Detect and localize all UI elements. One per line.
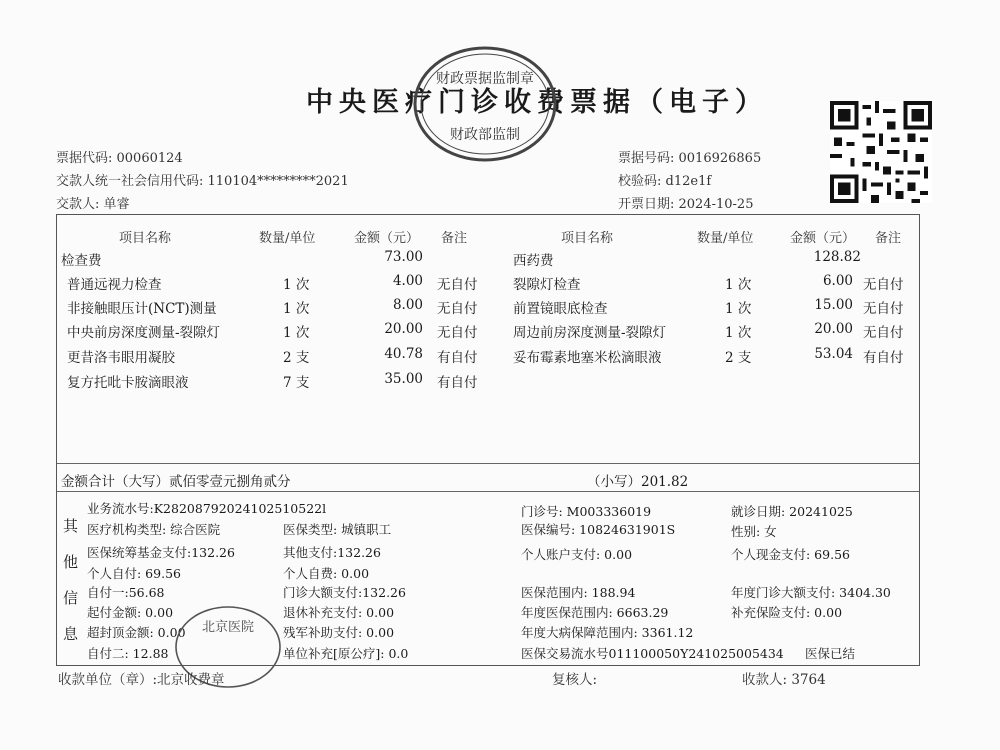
self-pay-2: 自付二: 12.88 bbox=[87, 646, 169, 661]
line-item-note: 无自付 bbox=[437, 277, 478, 293]
visit-date: 就诊日期: 20241025 bbox=[731, 504, 853, 519]
left-group-amount: 73.00 bbox=[384, 249, 423, 265]
line-item-note: 无自付 bbox=[437, 301, 478, 317]
line-item-note: 有自付 bbox=[437, 350, 478, 366]
line-item-note: 有自付 bbox=[863, 350, 904, 366]
payer-name: 交款人: 单睿 bbox=[56, 197, 130, 212]
annual-serious: 年度大病保障范围内: 3361.12 bbox=[521, 625, 694, 640]
divider-other-info bbox=[57, 491, 919, 492]
col-qty-left: 数量/单位 bbox=[259, 231, 316, 246]
finance-ministry-seal bbox=[410, 43, 560, 165]
line-item-note: 无自付 bbox=[863, 277, 904, 293]
col-amount-right: 金额（元） bbox=[790, 231, 856, 246]
col-item-right: 项目名称 bbox=[561, 231, 614, 246]
line-item-amount: 8.00 bbox=[392, 297, 423, 313]
bill-number: 票据号码: 0016926865 bbox=[618, 151, 762, 166]
col-note-right: 备注 bbox=[875, 231, 902, 246]
side-label-char: 信 bbox=[63, 589, 79, 607]
line-item-qty: 1 次 bbox=[283, 301, 310, 317]
right-group-name: 西药费 bbox=[513, 253, 554, 269]
payer-credit-code: 交款人统一社会信用代码: 110104*********2021 bbox=[56, 174, 349, 189]
col-qty-right: 数量/单位 bbox=[697, 231, 754, 246]
retire-supplement: 退休补充支付: 0.00 bbox=[283, 605, 395, 620]
business-serial: 业务流水号:K28208792024102510522l bbox=[87, 501, 327, 516]
line-item-amount: 53.04 bbox=[814, 346, 853, 362]
svg-text:北京医院: 北京医院 bbox=[201, 620, 255, 635]
col-note-left: 备注 bbox=[441, 231, 468, 246]
line-item-amount: 40.78 bbox=[384, 346, 423, 362]
line-item-qty: 1 次 bbox=[725, 301, 752, 317]
col-item-left: 项目名称 bbox=[119, 231, 172, 246]
disabled-aid: 残军补助支付: 0.00 bbox=[283, 625, 395, 640]
svg-text:财政部监制: 财政部监制 bbox=[450, 127, 520, 143]
annual-scope: 年度医保范围内: 6663.29 bbox=[521, 605, 669, 620]
line-item-name: 普通远视力检查 bbox=[67, 277, 162, 293]
trade-serial: 医保交易流水号011100050Y241025005434 bbox=[521, 646, 784, 661]
side-label-char: 其 bbox=[63, 517, 79, 535]
line-item-qty: 2 支 bbox=[283, 350, 310, 366]
check-code: 校验码: d12e1f bbox=[618, 174, 712, 189]
line-item-name: 非接触眼压计(NCT)测量 bbox=[67, 301, 217, 317]
line-item-qty: 1 次 bbox=[725, 325, 752, 341]
right-group-amount: 128.82 bbox=[813, 249, 861, 265]
line-item-amount: 20.00 bbox=[814, 321, 853, 337]
line-item-note: 无自付 bbox=[863, 325, 904, 341]
line-item-qty: 2 支 bbox=[725, 350, 752, 366]
insurance-type: 医保类型: 城镇职工 bbox=[283, 522, 392, 537]
supplement-insurance: 补充保险支付: 0.00 bbox=[731, 605, 843, 620]
line-item-qty: 1 次 bbox=[283, 277, 310, 293]
total-upper: 金额合计（大写）贰佰零壹元捌角贰分 bbox=[61, 474, 291, 490]
bill-code: 票据代码: 00060124 bbox=[56, 151, 183, 166]
line-item-name: 周边前房深度测量-裂隙灯 bbox=[513, 325, 667, 341]
line-item-amount: 6.00 bbox=[822, 273, 853, 289]
line-item-name: 中央前房深度测量-裂隙灯 bbox=[67, 325, 221, 341]
insurance-number: 医保编号: 10824631901S bbox=[521, 522, 676, 537]
in-scope: 医保范围内: 188.94 bbox=[521, 585, 636, 600]
settled-status: 医保已结 bbox=[805, 646, 856, 661]
line-item-amount: 35.00 bbox=[384, 371, 423, 387]
start-amount: 起付金额: 0.00 bbox=[87, 605, 174, 620]
line-item-name: 复方托吡卡胺滴眼液 bbox=[67, 375, 189, 391]
line-item-qty: 1 次 bbox=[283, 325, 310, 341]
line-item-amount: 15.00 bbox=[814, 297, 853, 313]
gender: 性别: 女 bbox=[731, 524, 777, 539]
self-fee: 个人自费: 0.00 bbox=[283, 566, 370, 581]
line-item-qty: 1 次 bbox=[725, 277, 752, 293]
line-item-name: 裂隙灯检查 bbox=[513, 277, 581, 293]
col-amount-left: 金额（元） bbox=[354, 231, 420, 246]
line-item-name: 更昔洛韦眼用凝胶 bbox=[67, 350, 175, 366]
collector: 收款人: 3764 bbox=[742, 672, 826, 688]
document-title: 中央医疗门诊收费票据（电子） bbox=[306, 87, 768, 118]
side-label-char: 息 bbox=[63, 625, 79, 643]
divider-total bbox=[57, 463, 919, 464]
left-group-name: 检查费 bbox=[61, 253, 102, 269]
unit-supplement: 单位补充[原公疗]: 0.0 bbox=[283, 646, 409, 661]
self-pay: 个人自付: 69.56 bbox=[87, 566, 181, 581]
line-item-note: 有自付 bbox=[437, 375, 478, 391]
payee-unit: 收款单位（章）:北京收费章 bbox=[58, 672, 225, 688]
line-item-amount: 4.00 bbox=[392, 273, 423, 289]
line-item-name: 妥布霉素地塞米松滴眼液 bbox=[513, 350, 662, 366]
qr-code bbox=[830, 101, 932, 203]
reviewer: 复核人: bbox=[552, 672, 598, 688]
issue-date: 开票日期: 2024-10-25 bbox=[618, 197, 754, 212]
large-pay: 门诊大额支付:132.26 bbox=[283, 585, 406, 600]
line-item-note: 无自付 bbox=[863, 301, 904, 317]
clinic-number: 门诊号: M003336019 bbox=[521, 504, 652, 519]
receipt-table bbox=[56, 214, 920, 666]
line-item-qty: 7 支 bbox=[283, 375, 310, 391]
self-pay-1: 自付一:56.68 bbox=[87, 585, 165, 600]
line-item-note: 无自付 bbox=[437, 325, 478, 341]
line-item-amount: 20.00 bbox=[384, 321, 423, 337]
other-pay: 其他支付:132.26 bbox=[283, 545, 381, 560]
over-cap: 超封顶金额: 0.00 bbox=[87, 625, 186, 640]
side-label-char: 他 bbox=[63, 553, 79, 571]
annual-large-pay: 年度门诊大额支付: 3404.30 bbox=[731, 585, 891, 600]
line-item-name: 前置镜眼底检查 bbox=[513, 301, 608, 317]
org-type: 医疗机构类型: 综合医院 bbox=[87, 522, 221, 537]
personal-account-pay: 个人账户支付: 0.00 bbox=[521, 547, 633, 562]
total-lower: （小写）201.82 bbox=[587, 474, 689, 490]
fund-pay: 医保统筹基金支付:132.26 bbox=[87, 545, 235, 560]
personal-cash-pay: 个人现金支付: 69.56 bbox=[731, 547, 850, 562]
svg-text:财政票据监制章: 财政票据监制章 bbox=[436, 71, 534, 87]
